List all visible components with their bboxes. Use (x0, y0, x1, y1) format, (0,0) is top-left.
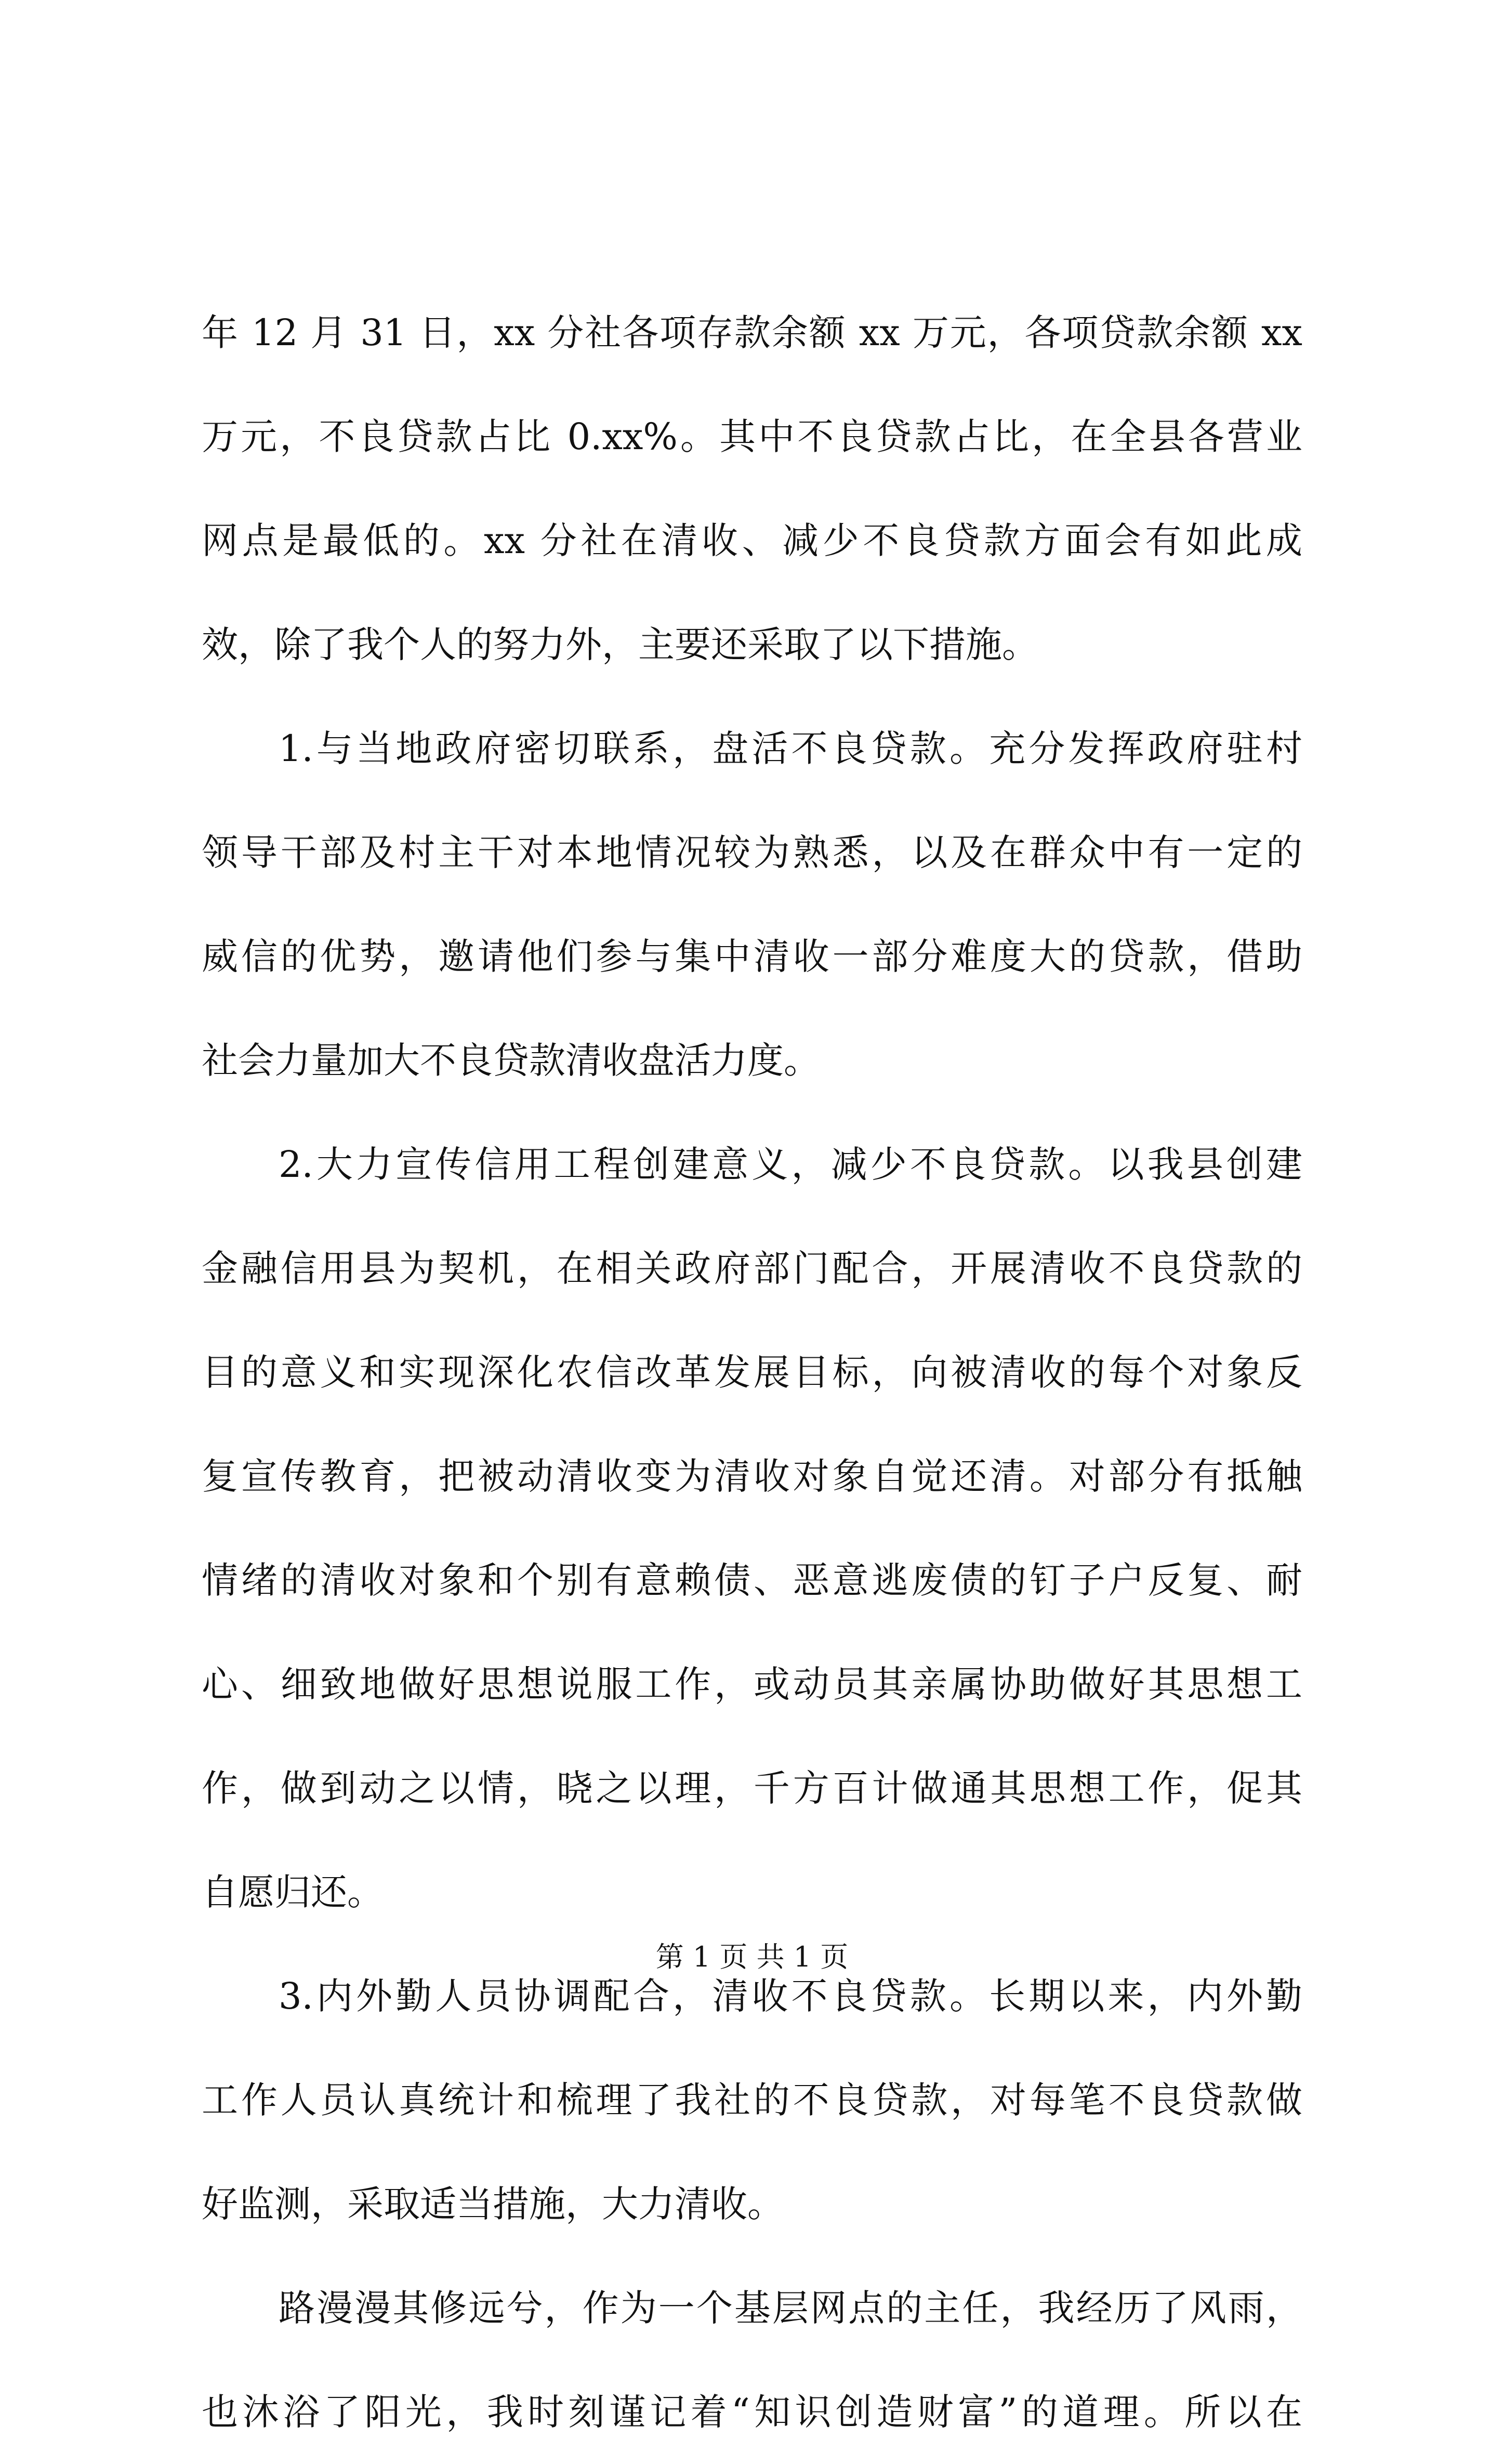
text-line: 复宣传教育，把被动清收变为清收对象自觉还清。对部分有抵触 (202, 1455, 1302, 1498)
page-number-footer: 第 1 页 共 1 页 (655, 1941, 849, 1973)
text-line: 心、细致地做好思想说服工作，或动员其亲属协助做好其思想工 (202, 1663, 1302, 1706)
text-line: 作，做到动之以情，晓之以理，千方百计做通其思想工作，促其 (202, 1767, 1302, 1810)
text-line: 万元，不良贷款占比 0.xx%。其中不良贷款占比，在全县各营业 (202, 415, 1302, 458)
text-line: 好监测，采取适当措施，大力清收。 (202, 2183, 784, 2225)
text-line: 网点是最低的。xx 分社在清收、减少不良贷款方面会有如此成 (202, 519, 1302, 562)
text-line: 目的意义和实现深化农信改革发展目标，向被清收的每个对象反 (202, 1351, 1302, 1394)
text-line: 也沐浴了阳光，我时刻谨记着“知识创造财富”的道理。所以在 (202, 2391, 1302, 2433)
text-line: 情绪的清收对象和个别有意赖债、恶意逃废债的钉子户反复、耐 (202, 1559, 1302, 1602)
text-line: 威信的优势，邀请他们参与集中清收一部分难度大的贷款，借助 (202, 935, 1302, 978)
text-line: 2.大力宣传信用工程创建意义，减少不良贷款。以我县创建 (279, 1143, 1302, 1186)
document-body (202, 281, 1302, 2464)
text-line: 社会力量加大不良贷款清收盘活力度。 (202, 1039, 820, 1082)
text-line: 年 12 月 31 日，xx 分社各项存款余额 xx 万元，各项贷款余额 xx (202, 311, 1302, 354)
text-line: 3.内外勤人员协调配合，清收不良贷款。长期以来，内外勤 (279, 1975, 1302, 2017)
text-line: 1.与当地政府密切联系，盘活不良贷款。充分发挥政府驻村 (279, 727, 1302, 770)
text-line: 工作人员认真统计和梳理了我社的不良贷款，对每笔不良贷款做 (202, 2079, 1302, 2121)
text-line: 自愿归还。 (202, 1871, 384, 1913)
text-line: 领导干部及村主干对本地情况较为熟悉，以及在群众中有一定的 (202, 831, 1302, 874)
text-line: 效，除了我个人的努力外，主要还采取了以下措施。 (202, 623, 1038, 666)
text-line: 金融信用县为契机，在相关政府部门配合，开展清收不良贷款的 (202, 1247, 1302, 1290)
text-line: 路漫漫其修远兮，作为一个基层网点的主任，我经历了风雨， (279, 2287, 1302, 2329)
